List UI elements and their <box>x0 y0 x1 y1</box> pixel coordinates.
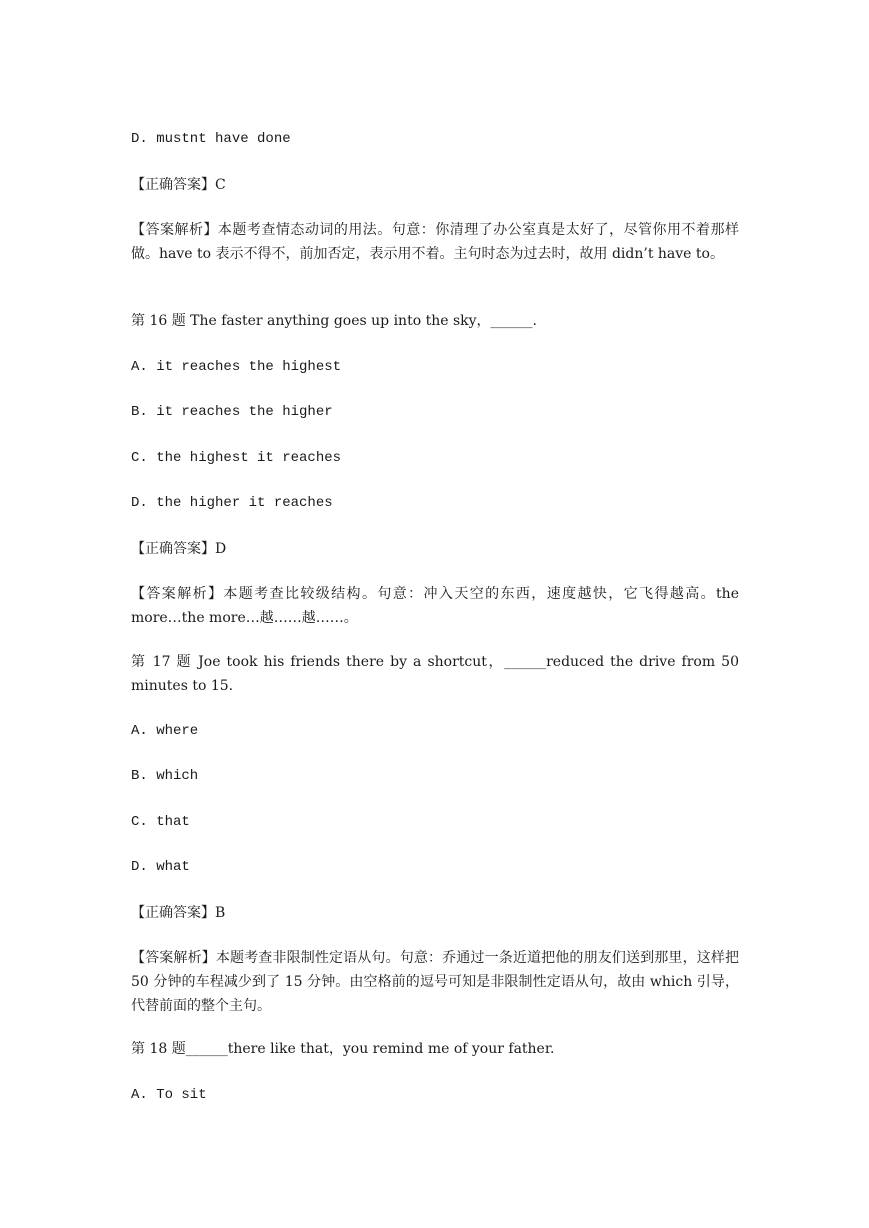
q17-option-a: A. where <box>131 723 199 739</box>
q18-question: 第 18 题______there like that，you remind me of your father. <box>131 1041 555 1057</box>
q16-option-a: A. it reaches the highest <box>131 359 342 375</box>
q17-correct-answer: 【正确答案】B <box>131 905 226 921</box>
q17-option-c: C. that <box>131 814 190 830</box>
q17-option-b: B. which <box>131 768 199 784</box>
q16-explanation: 【答案解析】本题考查比较级结构。句意：冲入天空的东西，速度越快，它飞得越高。the more…the more…越……越……。 <box>131 586 739 626</box>
q17-question: 第 17 题 Joe took his friends there by a shortcut，______reduced the drive from 50 minutes to 15. <box>131 654 739 694</box>
q15-option-d: D. mustnt have done <box>131 131 291 147</box>
q16-question: 第 16 题 The faster anything goes up into the sky，______. <box>131 313 537 329</box>
q15-correct-answer: 【正确答案】C <box>131 177 226 193</box>
q16-option-c: C. the highest it reaches <box>131 450 342 466</box>
q16-correct-answer: 【正确答案】D <box>131 541 227 557</box>
q18-option-a: A. To sit <box>131 1087 207 1103</box>
q17-option-d: D. what <box>131 859 190 875</box>
q17-explanation: 【答案解析】本题考查非限制性定语从句。句意：乔通过一条近道把他的朋友们送到那里，这样把 50 分钟的车程减少到了 15 分钟。由空格前的逗号可知是非限制性定语从句，故由 which 引导，代替前面的整个主句。 <box>131 950 739 1014</box>
q15-explanation: 【答案解析】本题考查情态动词的用法。句意：你清理了办公室真是太好了，尽管你用不着那样做。have to 表示不得不，前加否定，表示用不着。主句时态为过去时，故用 didn’t have to。 <box>131 222 739 262</box>
q16-option-b: B. it reaches the higher <box>131 404 333 420</box>
q16-option-d: D. the higher it reaches <box>131 495 333 511</box>
